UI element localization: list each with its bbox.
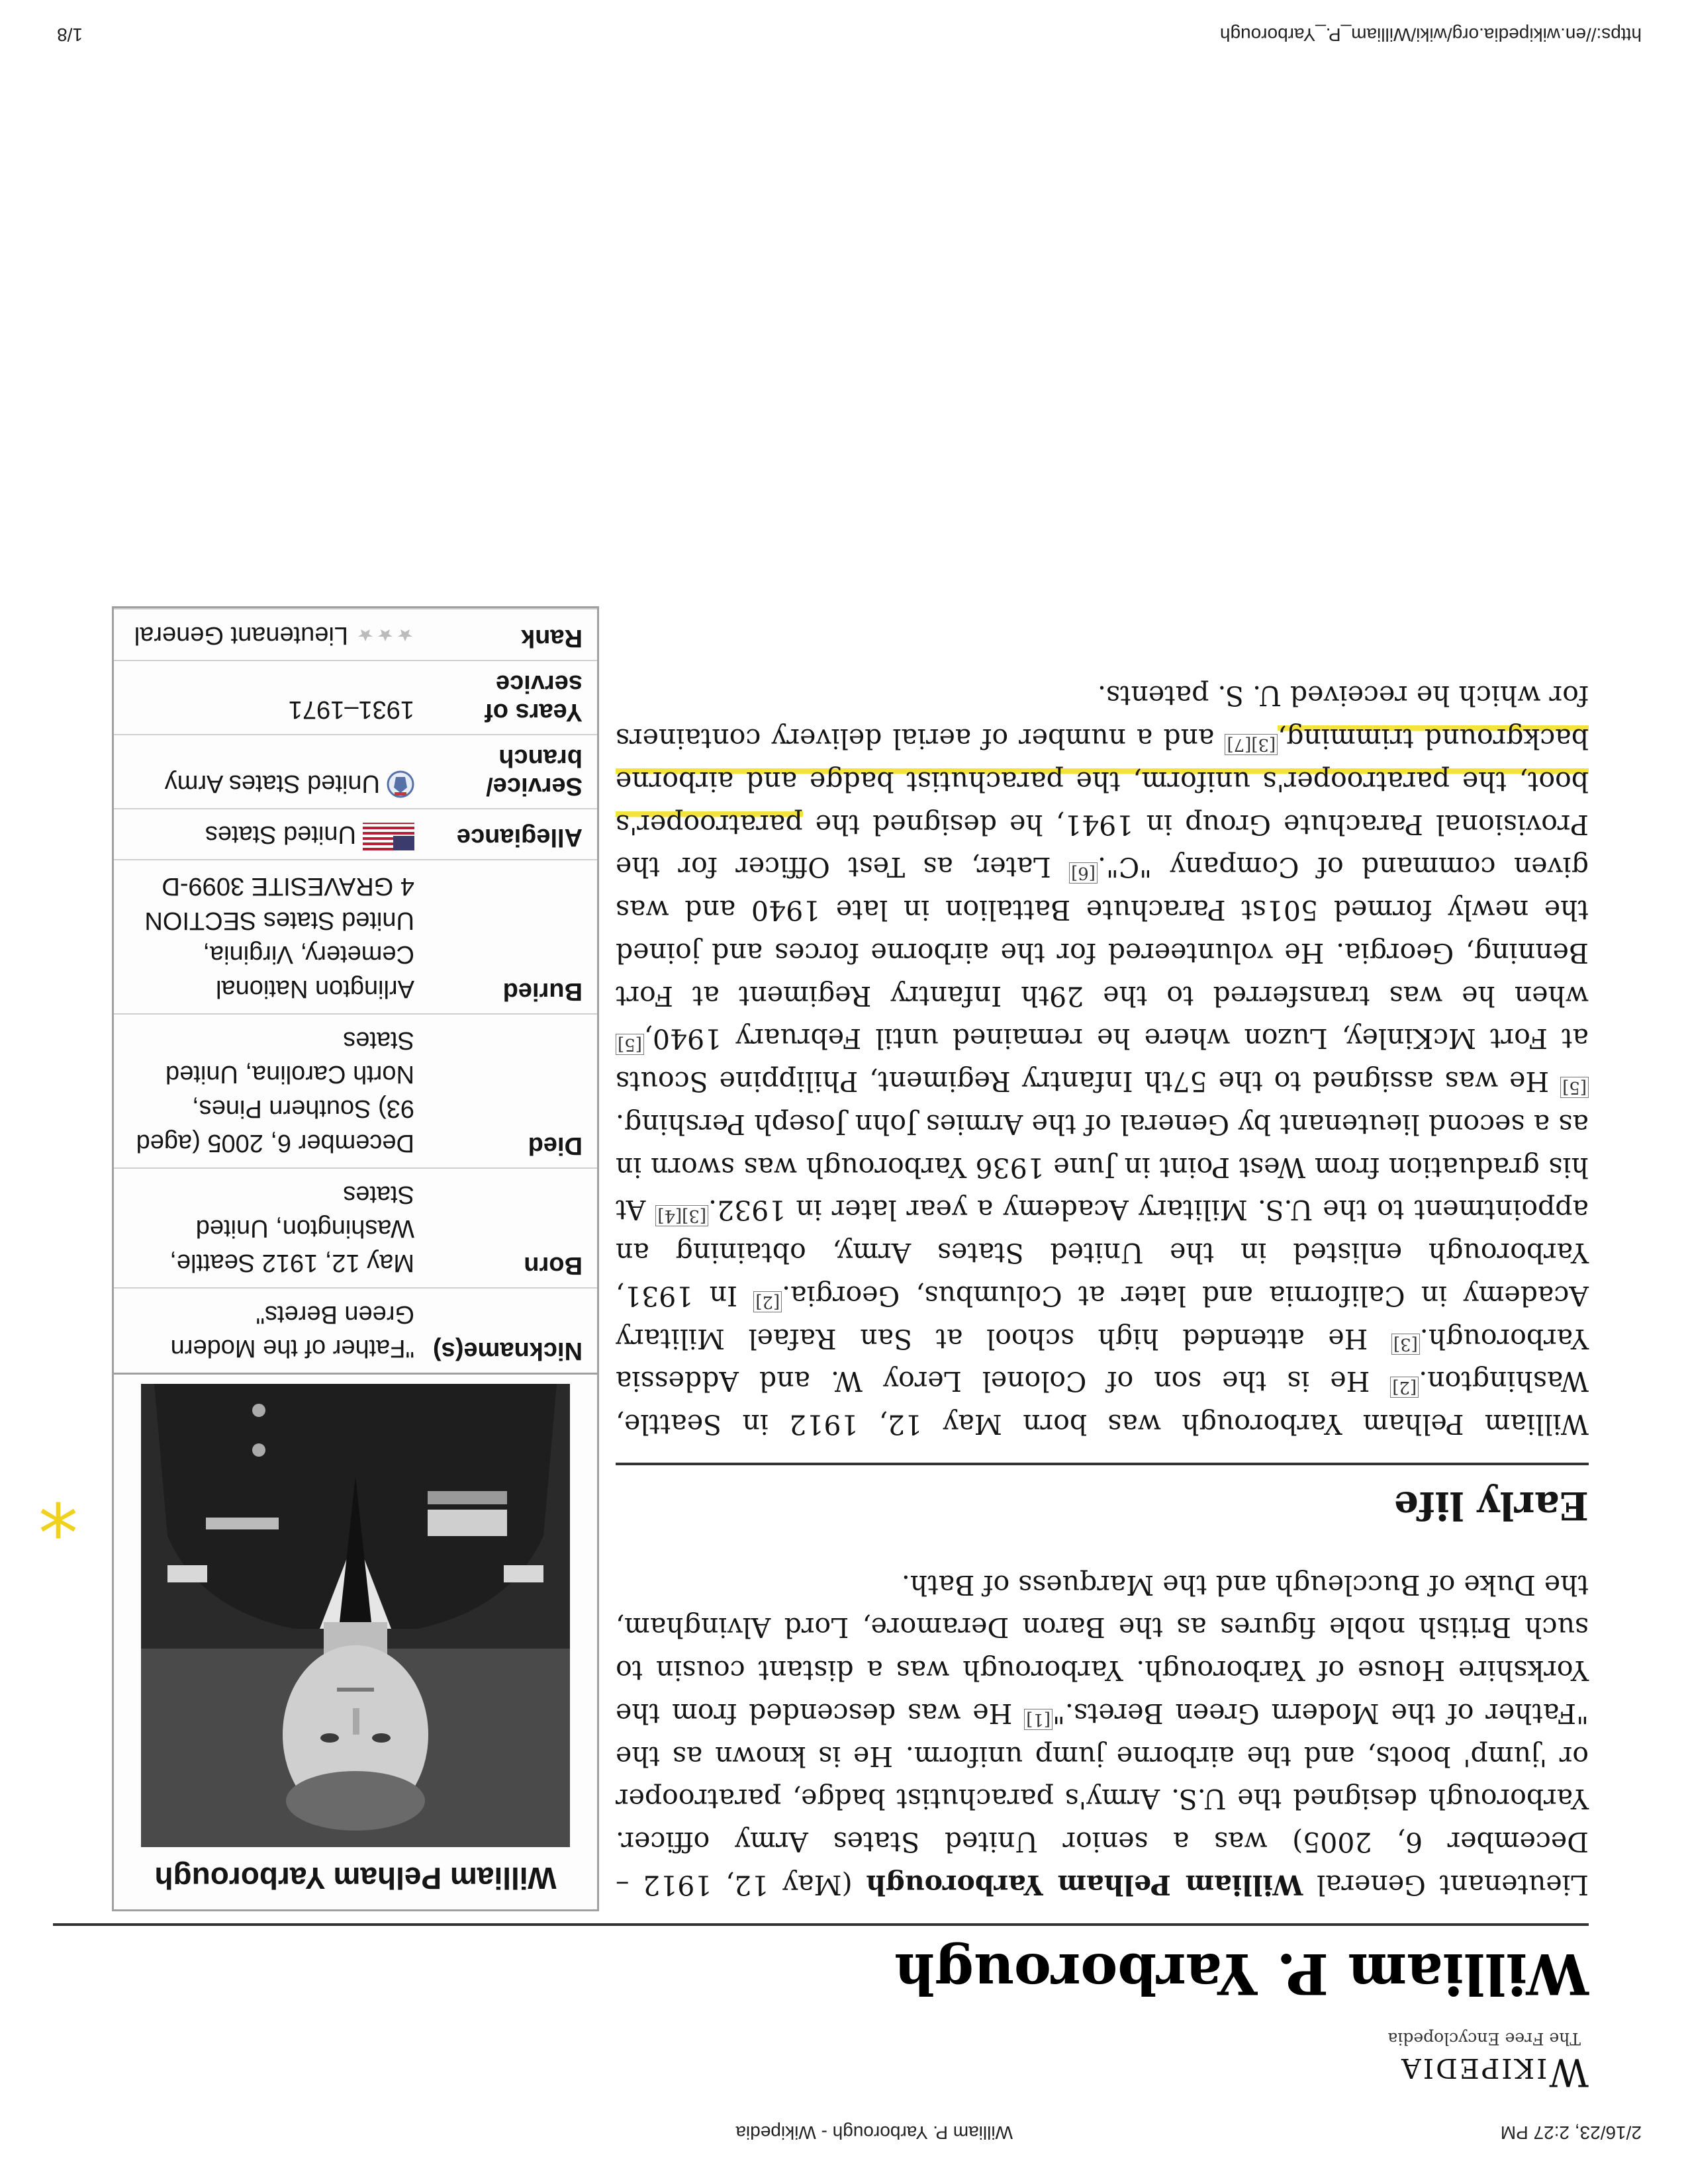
allegiance-value[interactable]: United States [205,821,356,849]
print-timestamp: 2/16/23, 2:27 PM [1500,2122,1642,2143]
wikipedia-wordmark: Wikipedia [1399,2050,1589,2095]
early-life-text: He attended high school at San Rafael Military Academy in California and later at Columbus, Georgia. [616,1279,1589,1355]
infobox-label: Born [524,1251,583,1279]
lead-text-2: (May 12, 1912 – December 6, 2005) was a senior United States Army officer. Yarborough designed the U.S. Army's parachutist badge, paratrooper or 'jump' boots, and the airborne jump uniform. He is known as the "Father of the Modern Green Berets." [616,1697,1589,1901]
early-life-text: At his graduation from West Point in June 1936 Yarborough was sworn in as a second lieutenant by General of the Armies John Joseph Pershing. [616,1108,1589,1226]
print-tab-title: William P. Yarborough - Wikipedia [735,2122,1013,2143]
citation-link[interactable]: [3] [1391,1334,1420,1355]
infobox-label: Buried [502,978,583,1006]
citation-link[interactable]: [5] [616,1034,644,1055]
wikipedia-logo[interactable] [1387,2029,1589,2095]
early-life-text: when he was transferred to the 29th Infantry Regiment at Fort Benning, Georgia. He volunteered for the airborne forces and joined the newly formed 501st Parachute Battalion in late 1940 and was given command of Company "C". [616,851,1589,1012]
citation-link[interactable]: [6] [1069,862,1098,884]
infobox [112,606,599,1911]
title-divider [53,1923,1589,1926]
infobox-value-cell [114,735,424,809]
citation-link[interactable]: [3][4] [655,1205,708,1226]
infobox-row-died [114,1014,597,1168]
rank-value[interactable]: Lieutenant General [134,621,348,649]
early-life-paragraph [616,674,1589,1445]
early-life-text: He is the son of Colonel Leroy W. and Addessia Yarborough. [616,1322,1589,1398]
infobox-row-born [114,1168,597,1288]
infobox-label: Nickname(s) [433,1337,583,1365]
infobox-label: Rank [521,623,583,652]
infobox-value: 1931–1971 [288,695,414,723]
article-body [616,662,1589,1906]
lead-paragraph [616,1563,1589,1906]
early-life-text: William Pelham Yarborough was born May 12, 1912 in Seattle, Washington. [616,1365,1589,1441]
annotation-asterisk: * [38,1460,78,1552]
early-life-text: Later, as Test Officer for the Provisional Parachute Group in 1941, he designed the [616,808,1589,884]
infobox-row-allegiance [114,809,597,860]
infobox-value: "Father of the Modern Green Berets" [170,1300,414,1363]
infobox-value-cell [114,609,424,660]
infobox-value-cell [114,809,424,860]
citation-link[interactable]: [2] [1390,1377,1419,1398]
lead-text-3: He was descended from the Yorkshire House of Yarborough. Yarborough was a distant cousin to such British noble figures as the Baron Deramore, Lord Alvingham, the Duke of Buccleugh and the Marquess of Bath. [616,1569,1589,1729]
us-army-emblem-icon [387,770,414,798]
citation-link[interactable]: [5] [1560,1077,1589,1098]
infobox-table [114,608,597,1375]
lead-text-1: Lieutenant General [1303,1869,1589,1901]
print-page-count: 1/8 [57,24,83,45]
citation-link[interactable]: [3][7] [1225,734,1278,755]
section-heading-early-life: Early life [616,1463,1589,1535]
wikipedia-tagline: The Free Encyclopedia [1387,2029,1581,2048]
portrait-photo[interactable] [141,1384,570,1847]
early-life-text: He was assigned to the 57th Infantry Regiment, Philippine Scouts at Fort McKinley, Luzon where he remained until February 1940, [616,1023,1589,1098]
infobox-value: Arlington National Cemetery, Virginia, United States SECTION 4 GRAVESITE 3099-D [144,872,414,1003]
infobox-value: December 6, 2005 (aged 93) Southern Pines, North Carolina, United States [136,1026,414,1157]
infobox-row-service [114,735,597,809]
early-life-text: and a number of aerial delivery containers for which he received U. S. patents. [616,680,1589,754]
highlighted-text: paratrooper's boot, the paratrooper's uniform, the parachutist badge and airborne background trimming, [616,723,1589,841]
lead-subject-name: William Pelham Yarborough [866,1869,1303,1901]
early-life-text: In 1931, Yarborough enlisted in the United States Army, obtaining an appointment to the U.S. Military Academy a year later in 1932. [616,1194,1589,1312]
infobox-label: Allegiance [456,823,583,852]
citation-link[interactable]: [2] [753,1291,782,1312]
infobox-row-nicknames [114,1288,597,1374]
infobox-value: May 12, 1912 Seattle, Washington, United States [169,1180,414,1277]
infobox-label: Service/ branch [486,743,583,800]
citation-link[interactable]: [1] [1024,1709,1053,1730]
infobox-label: Died [528,1131,583,1160]
portrait-illustration [141,1384,570,1847]
us-flag-icon [363,823,414,850]
page-title: William P. Yarborough [894,1941,1589,2007]
print-url: https://en.wikipedia.org/wiki/William_P._Yarborough [1219,24,1642,45]
service-value[interactable]: United States Army [164,769,380,797]
infobox-title: William Pelham Yarborough [154,1861,557,1895]
infobox-label: Years of service [485,669,583,726]
infobox-row-years [114,660,597,735]
lieutenant-general-stars-icon [356,629,414,642]
infobox-row-buried [114,860,597,1014]
infobox-row-rank [114,609,597,660]
